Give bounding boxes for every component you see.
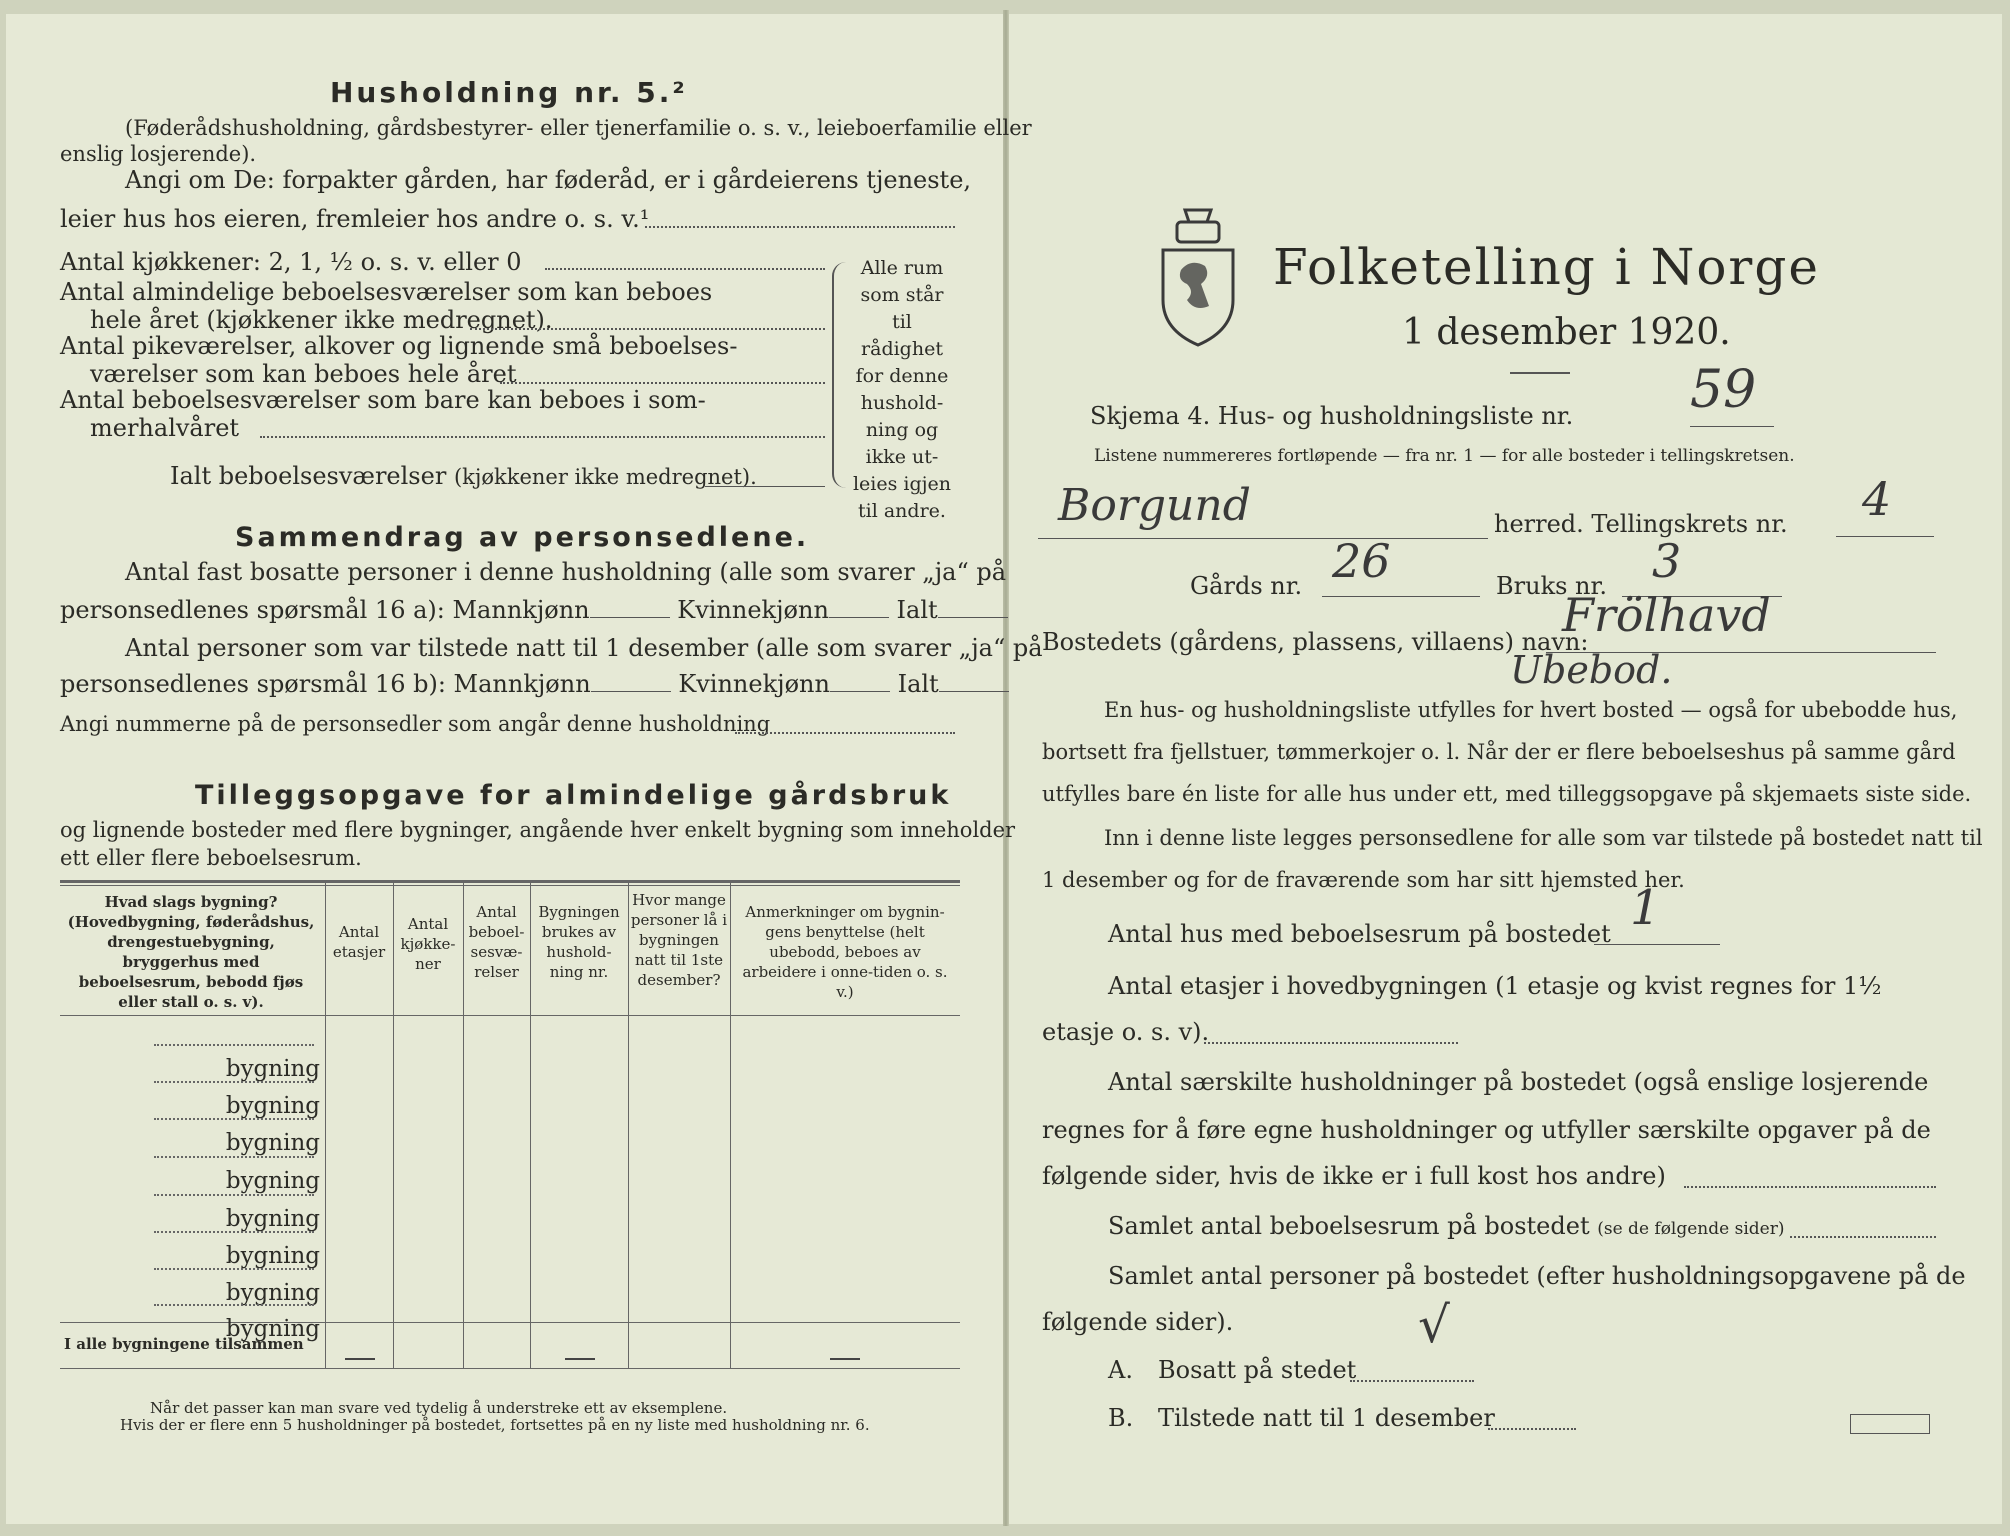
instr-2-line-2: 1 desember og for de fraværende som har sitt hjemsted her. [1042,868,1685,892]
table-row[interactable]: bygning [60,1290,320,1342]
pike-line-1: Antal pikeværelser, alkover og lignende små beboelses- [60,332,738,360]
col-divider-1 [325,880,326,1368]
herred-label: herred. Tellingskrets nr. [1494,510,1788,538]
angi-answer-line[interactable] [645,226,955,228]
a-label: A. [1108,1356,1133,1384]
krets-handwritten: 4 [1862,472,1892,526]
gards-field[interactable] [1322,596,1480,597]
household-title: Husholdning nr. 5.² [330,76,688,109]
household-subtitle-1: (Føderådshusholdning, gårdsbestyrer- eller tjenerfamilie o. s. v., leieboerfamilie eller [125,116,1032,140]
skjema-number-handwritten: 59 [1690,360,1757,420]
header-etasjer: Antal etasjer [332,923,386,961]
samlet-rum-field[interactable] [1790,1236,1936,1238]
fast-kvinne-field[interactable] [829,617,889,618]
household-subtitle-2: enslig losjerende). [60,142,257,166]
bostedets-label: Bostedets (gårdens, plassens, villaens) navn: [1042,628,1589,656]
total-dash-etasjer [345,1345,375,1364]
gards-label: Gårds nr. [1190,572,1303,600]
header-beboelsesvaerelser: Antal beboel-sesvæ-relser [468,903,525,981]
sommer-line-1: Antal beboelsesværelser som bare kan beboes i som- [60,386,706,414]
ialt-main: Ialt beboelsesværelser [170,462,447,490]
tilst-ialt-field[interactable] [939,691,1009,692]
header-husholdning-nr: Bygningen brukes av hushold-ning nr. [538,903,620,981]
printer-stamp-icon [1850,1414,1930,1434]
a-text: Bosatt på stedet [1158,1356,1357,1384]
table-header-rule [60,1015,960,1016]
col-divider-4 [530,880,531,1368]
saerskilte-line-2: regnes for å føre egne husholdninger og utfyller særskilte opgaver på de [1042,1116,1931,1144]
bruks-handwritten: 3 [1652,534,1682,588]
col-divider-6 [730,880,731,1368]
footnote-2: Hvis der er flere enn 5 husholdninger på bostedet, fortsettes på en ny liste med husholdning nr. 6. [120,1416,870,1434]
etasjer-line-2: etasje o. s. v). [1042,1018,1210,1046]
herred-field[interactable] [1038,538,1488,539]
table-row[interactable]: bygning [60,1142,320,1194]
samlet-pers-line-2: følgende sider). [1042,1308,1234,1336]
tilst-mann-label: personsedlenes spørsmål 16 b): Mannkjønn [60,670,591,698]
b-label: B. [1108,1404,1134,1432]
ialt-label [170,462,757,490]
table-row[interactable]: bygning [60,1217,320,1269]
header-kjokkener: Antal kjøkke-ner [400,915,456,973]
header-building-type: Hvad slags bygning? (Hovedbygning, føderådshus, drengestuebygning, bryggerhus med beboelsesrum, bebodd fjøs eller stall o. s. v). [67,893,315,1011]
skjema-label: Skjema 4. Hus- og husholdningsliste nr. [1090,402,1574,430]
hus-handwritten: 1 [1630,880,1661,936]
fast-kvinne-label: Kvinnekjønn [677,596,829,624]
page-fold [1003,10,1009,1526]
instr-1-line-3: utfylles bare én liste for alle hus under ett, med tilleggsopgave på skjemaets siste side. [1042,782,1972,806]
tilst-line-2 [60,670,1009,698]
ubebodd-handwritten: Ubebod. [1510,648,1673,692]
b-text: Tilstede natt til 1 desember [1158,1404,1495,1432]
b-field[interactable] [1488,1428,1576,1430]
samlet-rum-note: (se de følgende sider) [1597,1219,1785,1239]
almind-answer-line[interactable] [470,328,825,330]
hus-field[interactable] [1594,944,1720,945]
krets-field[interactable] [1836,536,1934,537]
tilst-kvinne-label: Kvinnekjønn [678,670,830,698]
ialt-note: (kjøkkener ikke medregnet). [453,465,757,489]
tilst-line-1: Antal personer som var tilstede natt til 1 desember (alle som svarer „ja“ på [125,634,1043,662]
listene-note: Listene nummereres fortløpende — fra nr. 1 — for alle bosteder i tellingskretsen. [1094,446,1795,466]
tillegg-line-1: og lignende bosteder med flere bygninger, angående hver enkelt bygning som inneholder [60,818,1016,842]
angi-line-1: Angi om De: forpakter gården, har føderåd, er i gårdeierens tjeneste, [125,166,972,194]
etasjer-field[interactable] [1204,1042,1458,1044]
header-anmerkninger: Anmerkninger om bygnin-gens benyttelse (helt ubebodd, beboes av arbeidere i onne-tiden o. s. v.) [742,903,948,1001]
tilst-mann-field[interactable] [591,691,671,692]
nummerne-answer-line[interactable] [735,732,955,734]
table-row[interactable]: bygning [60,1067,320,1119]
table-row[interactable]: bygning [60,1104,320,1156]
tillegg-line-2: ett eller flere beboelsesrum. [60,846,362,870]
sammendrag-title: Sammendrag av personsedlene. [235,522,810,553]
total-dash-husholdning [565,1345,595,1364]
tilst-kvinne-field[interactable] [830,691,890,692]
col-divider-3 [463,880,464,1368]
ialt-answer-line[interactable] [705,486,825,487]
census-date: 1 desember 1920. [1402,312,1731,353]
title-rule [1510,372,1570,374]
instr-1-line-1: En hus- og husholdningsliste utfylles for hvert bosted — også for ubebodde hus, [1104,698,1958,722]
check-handwritten: √ [1418,1296,1450,1354]
tillegg-title: Tilleggsopgave for almindelige gårdsbruk [195,780,952,811]
etasjer-line-1: Antal etasjer i hovedbygningen (1 etasje og kvist regnes for 1½ [1108,972,1882,1000]
fast-line-1: Antal fast bosatte personer i denne husholdning (alle som svarer „ja“ på [125,558,1007,586]
tilst-ialt-label: Ialt [897,670,939,698]
fast-mann-field[interactable] [590,617,670,618]
instr-2-line-1: Inn i denne liste legges personsedlene for alle som var tilstede på bostedet natt til [1104,826,1983,850]
header-personer: Hvor mange personer lå i bygningen natt til 1ste desember? [630,891,728,989]
sommer-answer-line[interactable] [260,436,825,438]
kjokkener-label: Antal kjøkkener: 2, 1, ½ o. s. v. eller 0 [60,248,522,276]
skjema-field[interactable] [1690,426,1774,427]
table-top-rule [60,880,960,883]
angi-line-2: leier hus hos eieren, fremleier hos andre o. s. v.¹ [60,205,650,233]
gards-handwritten: 26 [1332,534,1391,588]
building-table [60,880,960,1370]
almind-line-1: Antal almindelige beboelsesværelser som kan beboes [60,278,713,306]
side-brace [832,262,850,488]
fast-line-2 [60,596,1008,624]
a-field[interactable] [1350,1380,1474,1382]
side-note: Alle rum som står til rådighet for denne hushold-ning og ikke ut-leies igjen til andre. [852,257,952,522]
table-row[interactable]: bygning [60,1254,320,1306]
almind-line-2: hele året (kjøkkener ikke medregnet). [90,306,553,334]
nummerne-label: Angi nummerne på de personsedler som angår denne husholdning [60,712,771,736]
samlet-rum-main: Samlet antal beboelsesrum på bostedet [1108,1212,1590,1240]
herred-handwritten: Borgund [1058,480,1251,531]
hus-label: Antal hus med beboelsesrum på bostedet [1108,920,1611,948]
bosted-handwritten: Frölhavd [1562,588,1771,642]
bruks-label: Bruks nr. [1496,572,1607,600]
total-dash-anmerkninger [830,1345,860,1364]
samlet-pers-line-1: Samlet antal personer på bostedet (efter husholdningsopgavene på de [1108,1262,1966,1290]
saerskilte-line-3: følgende sider, hvis de ikke er i full kost hos andre) [1042,1162,1666,1190]
total-row-label: I alle bygningene tilsammen [64,1335,304,1353]
pike-answer-line[interactable] [500,382,825,384]
table-top-rule-2 [60,885,960,886]
pike-line-2: værelser som kan beboes hele året [90,360,517,388]
coat-of-arms-icon [1155,200,1241,350]
table-row[interactable]: bygning [60,1180,320,1232]
table-bottom-rule [60,1368,960,1369]
saerskilte-field[interactable] [1684,1186,1936,1188]
census-title: Folketelling i Norge [1273,238,1820,296]
fast-ialt-field[interactable] [938,617,1008,618]
sommer-line-2: merhalvåret [90,414,240,442]
instr-1-line-2: bortsett fra fjellstuer, tømmerkojer o. l. Når der er flere beboelseshus på samme gård [1042,740,1956,764]
saerskilte-line-1: Antal særskilte husholdninger på bostedet (også enslige losjerende [1108,1068,1929,1096]
col-divider-2 [393,880,394,1368]
col-divider-5 [628,880,629,1368]
footnote-1: Når det passer kan man svare ved tydelig å understreke ett av eksemplene. [150,1399,728,1417]
fast-ialt-label: Ialt [896,596,938,624]
kjokkener-answer-line[interactable] [545,268,825,270]
table-row[interactable]: bygning [60,1030,320,1082]
samlet-rum-label [1108,1212,1784,1240]
fast-mann-label: personsedlenes spørsmål 16 a): Mannkjønn [60,596,590,624]
